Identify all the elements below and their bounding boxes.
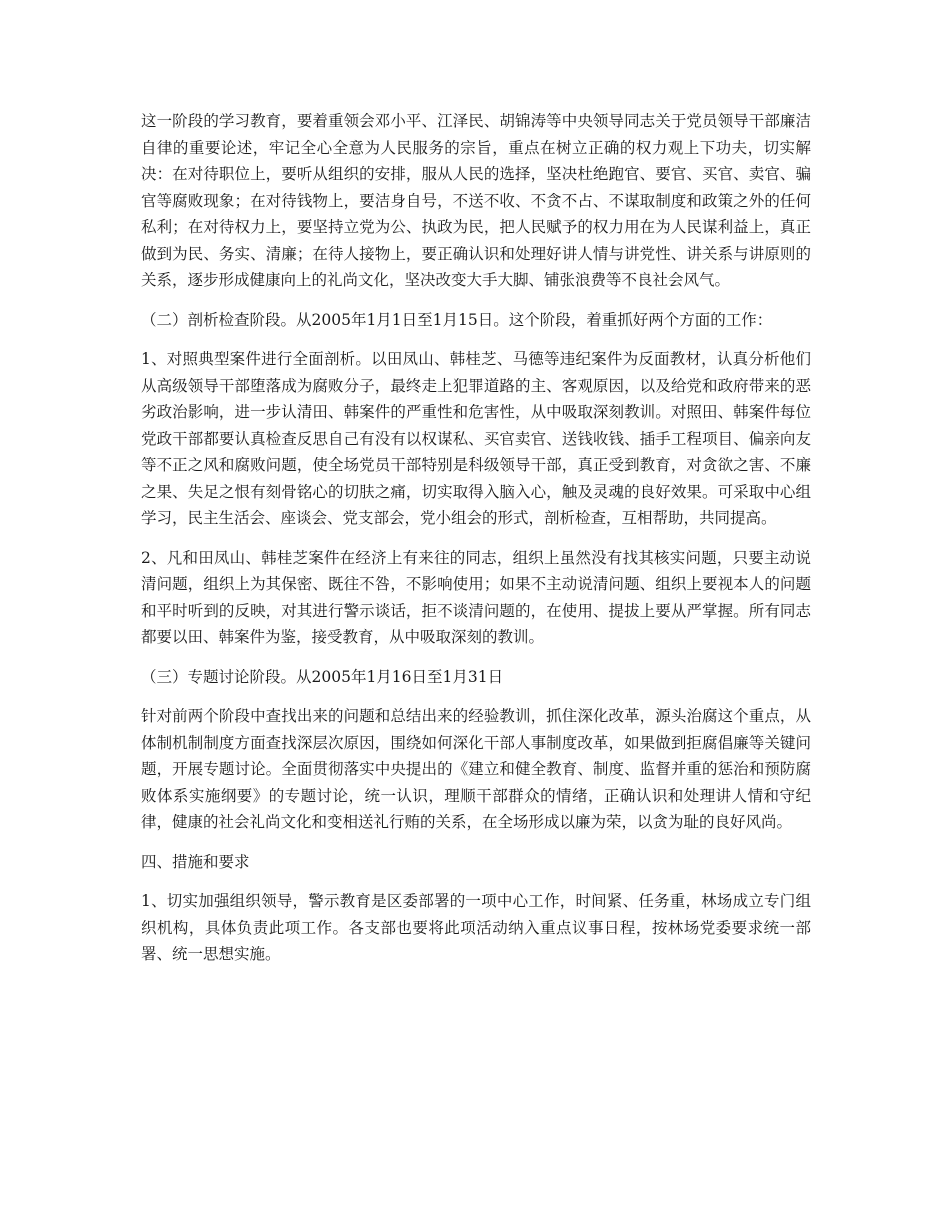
document-page — [141, 108, 811, 981]
paragraph-case-analysis: 1、对照典型案件进行全面剖析。以田凤山、韩桂芝、马德等违纪案件为反面教材，认真分析他们从高级领导干部堕落成为腐败分子，最终走上犯罪道路的主、客观原因，以及给党和政府带来的恶劣政治影响，进一步认清田、韩案件的严重性和危害性，从中吸取深刻教训。对照田、韩案件每位党政干部都要认真检查反思自己有没有以权谋私、买官卖官、送钱收钱、插手工程项目、偏亲向友等不正之风和腐败问题，使全场党员干部特别是科级领导干部，真正受到教育，对贪欲之害、不廉之果、失足之恨有刻骨铭心的切肤之痛，切实取得入脑入心，触及灵魂的良好效果。可采取中心组学习，民主生活会、座谈会、党支部会，党小组会的形式，剖析检查，互相帮助，共同提高。 — [141, 350, 811, 527]
paragraph-economic-contacts: 2、凡和田凤山、韩桂芝案件在经济上有来往的同志，组织上虽然没有找其核实问题，只要主动说清问题，组织上为其保密、既往不咎，不影响使用；如果不主动说清问题、组织上要视本人的问题和平时听到的反映，对其进行警示谈话，拒不谈清问题的，在使用、提拔上要从严掌握。所有同志都要以田、韩案件为鉴，接受教育，从中吸取深刻的教训。 — [141, 548, 811, 646]
section-discussion-stage: （三）专题讨论阶段。从2005年1月16日至1月31日 — [141, 667, 504, 686]
paragraph-special-discussion: 针对前两个阶段中查找出来的问题和总结出来的经验教训，抓住深化改革，源头治腐这个重点，从体制机制制度方面查找深层次原因，围绕如何深化干部人事制度改革，如果做到拒腐倡廉等关键问题，开展专题讨论。全面贯彻落实中央提出的《建立和健全教育、制度、监督并重的惩治和预防腐败体系实施纲要》的专题讨论，统一认识，理顺干部群众的情绪，正确认识和处理讲人情和守纪律，健康的社会礼尚文化和变相送礼行贿的关系，在全场形成以廉为荣，以贪为耻的良好风尚。 — [141, 707, 811, 831]
paragraph-organization-leadership: 1、切实加强组织领导，警示教育是区委部署的一项中心工作，时间紧、任务重，林场成立专门组织机构，具体负责此项工作。各支部也要将此项活动纳入重点议事日程，按林场党委要求统一部署、统一思想实施。 — [141, 892, 811, 963]
section-analysis-stage: （二）剖析检查阶段。从2005年1月1日至1月15日。这个阶段，着重抓好两个方面的工作： — [141, 310, 773, 329]
paragraph-study-education: 这一阶段的学习教育，要着重领会邓小平、江泽民、胡锦涛等中央领导同志关于党员领导干部廉洁自律的重要论述，牢记全心全意为人民服务的宗旨，重点在树立正确的权力观上下功夫，切实解决：在对待职位上，要听从组织的安排，服从人民的选择，坚决杜绝跑官、要官、买官、卖官、骗官等腐败现象；在对待钱物上，要洁身自号，不送不收、不贪不占、不谋取制度和政策之外的任何私利；在对待权力上，要坚持立党为公、执政为民，把人民赋予的权力用在为人民谋利益上，真正做到为民、务实、清廉；在待人接物上，要正确认识和处理好讲人情与讲党性、讲关系与讲原则的关系，逐步形成健康向上的礼尚文化，坚决改变大手大脚、铺张浪费等不良社会风气。 — [141, 112, 811, 289]
section-measures-requirements: 四、措施和要求 — [141, 852, 250, 871]
